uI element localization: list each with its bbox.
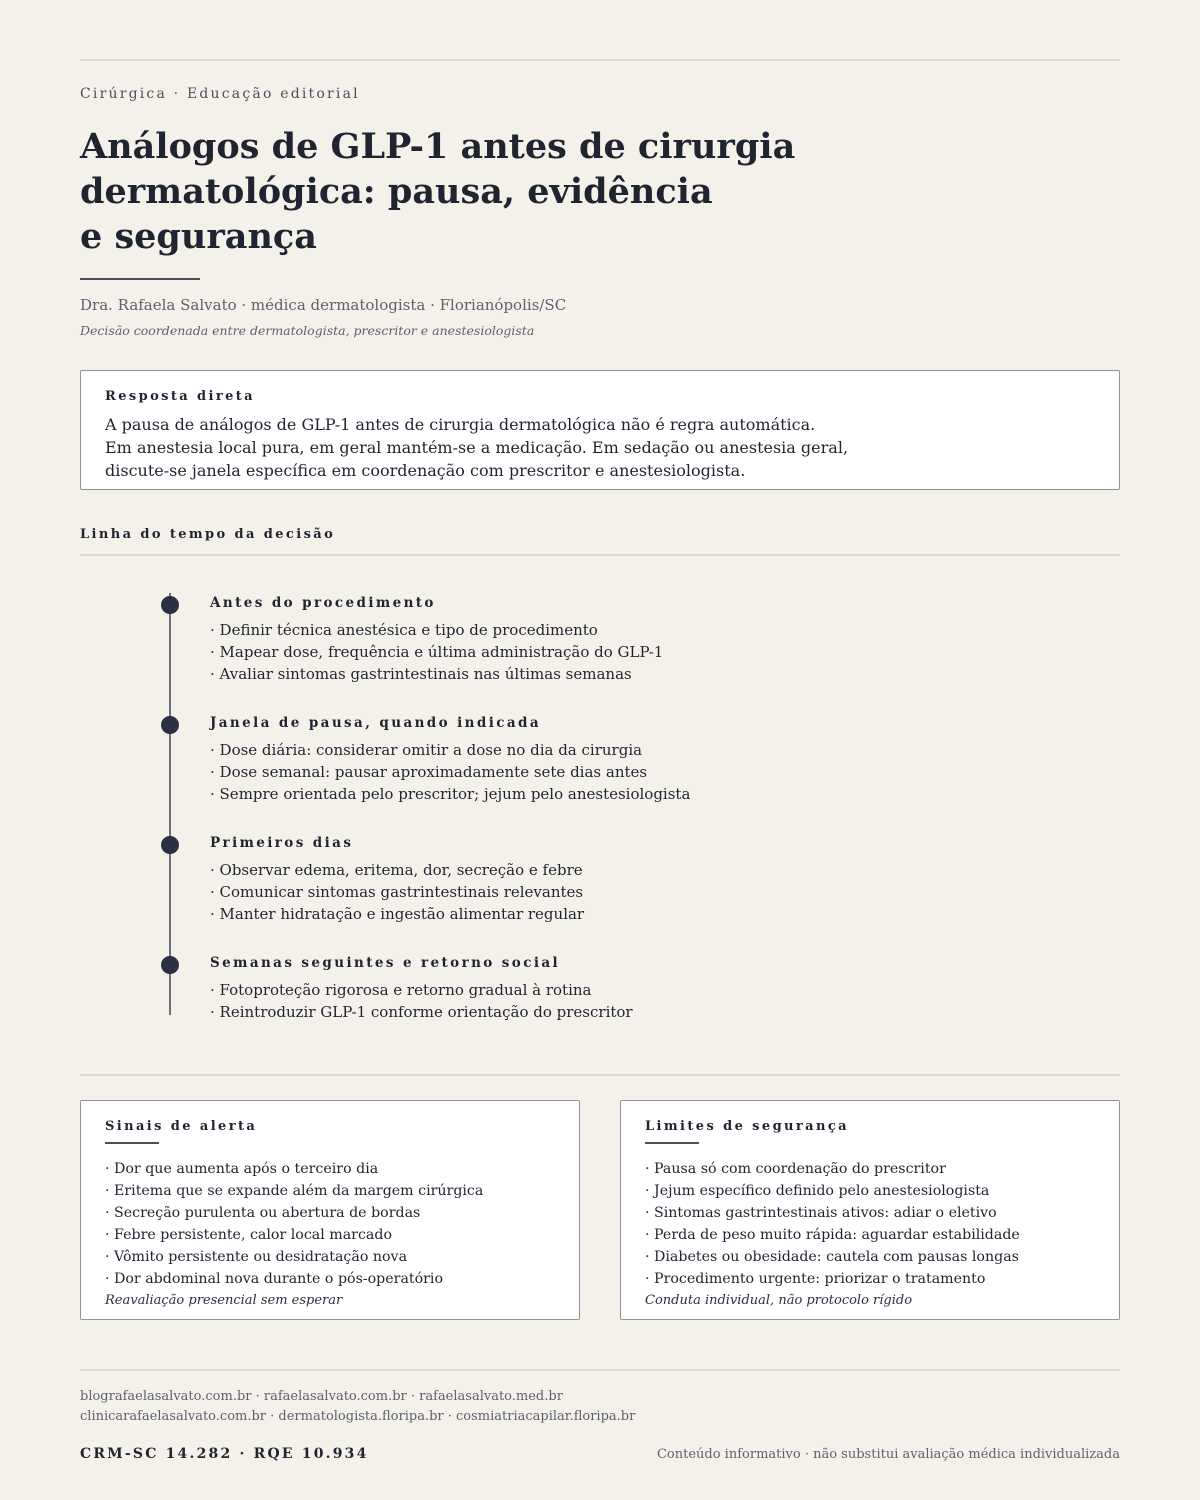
- list-item: · Avaliar sintomas gastrintestinais nas últimas semanas: [210, 665, 632, 683]
- author-line: Dra. Rafaela Salvato · médica dermatologista · Florianópolis/SC: [80, 296, 567, 314]
- list-item: · Manter hidratação e ingestão alimentar regular: [210, 905, 585, 923]
- list-item: · Sempre orientada pelo prescritor; jejum pelo anestesiologista: [210, 785, 691, 803]
- list-item: · Secreção purulenta ou abertura de bordas: [105, 1205, 421, 1221]
- cards-divider: [80, 1074, 1120, 1076]
- crm-registration: CRM-SC 14.282 · RQE 10.934: [80, 1446, 369, 1462]
- answer-line: Em anestesia local pura, em geral mantém-se a medicação. Em sedação ou anestesia geral,: [105, 438, 849, 457]
- list-item: · Procedimento urgente: priorizar o tratamento: [645, 1271, 986, 1287]
- timeline-line: [169, 593, 171, 1015]
- answer-line: discute-se janela específica em coordenação com prescritor e anestesiologista.: [105, 461, 746, 480]
- list-item: · Mapear dose, frequência e última administração do GLP-1: [210, 643, 664, 661]
- timeline-step-pause: [210, 711, 910, 805]
- step-list: [210, 979, 910, 1023]
- alert-signs-note: Reavaliação presencial sem esperar: [105, 1293, 343, 1308]
- kicker: Cirúrgica · Educação editorial: [80, 86, 360, 102]
- step-list: [210, 619, 910, 685]
- step-title: Antes do procedimento: [210, 595, 436, 611]
- page-title: [80, 124, 900, 259]
- disclaimer: Conteúdo informativo · não substitui avaliação médica individualizada: [656, 1447, 1120, 1462]
- timeline-step-before: [210, 591, 910, 685]
- footer-divider: [80, 1369, 1120, 1371]
- timeline-step-following-weeks: [210, 951, 910, 1023]
- step-title: Primeiros dias: [210, 835, 354, 851]
- timeline-heading: Linha do tempo da decisão: [80, 527, 336, 542]
- list-item: · Eritema que se expande além da margem cirúrgica: [105, 1183, 484, 1199]
- title-line: e segurança: [80, 216, 317, 257]
- safety-limits-note: Conduta individual, não protocolo rígido: [645, 1293, 913, 1308]
- list-item: · Fotoproteção rigorosa e retorno gradual à rotina: [210, 981, 592, 999]
- list-item: · Pausa só com coordenação do prescritor: [645, 1161, 946, 1177]
- direct-answer-box: [80, 370, 1120, 490]
- list-item: · Dose diária: considerar omitir a dose no dia da cirurgia: [210, 741, 643, 759]
- title-line: dermatológica: pausa, evidência: [80, 171, 713, 212]
- alert-signs-card: [80, 1100, 580, 1320]
- list-item: · Diabetes ou obesidade: cautela com pausas longas: [645, 1249, 1019, 1265]
- list-item: · Definir técnica anestésica e tipo de procedimento: [210, 621, 598, 639]
- list-item: · Dor que aumenta após o terceiro dia: [105, 1161, 379, 1177]
- answer-line: A pausa de análogos de GLP-1 antes de cirurgia dermatológica não é regra automática.: [105, 415, 816, 434]
- list-item: · Dor abdominal nova durante o pós-operatório: [105, 1271, 444, 1287]
- list-item: · Vômito persistente ou desidratação nova: [105, 1249, 408, 1265]
- list-item: · Febre persistente, calor local marcado: [105, 1227, 392, 1243]
- list-item: · Jejum específico definido pelo anestesiologista: [645, 1183, 990, 1199]
- list-item: · Observar edema, eritema, dor, secreção e febre: [210, 861, 583, 879]
- list-item: · Perda de peso muito rápida: aguardar estabilidade: [645, 1227, 1020, 1243]
- title-line: Análogos de GLP-1 antes de cirurgia: [80, 126, 796, 167]
- list-item: · Comunicar sintomas gastrintestinais relevantes: [210, 883, 584, 901]
- step-title: Janela de pausa, quando indicada: [210, 715, 542, 731]
- list-item: · Dose semanal: pausar aproximadamente sete dias antes: [210, 763, 648, 781]
- subtitle: Decisão coordenada entre dermatologista, prescritor e anestesiologista: [80, 323, 535, 338]
- safety-limits-card: [620, 1100, 1120, 1320]
- timeline-dot-icon: [161, 956, 179, 974]
- footer-links-line: blografaelasalvato.com.br · rafaelasalvato.com.br · rafaelasalvato.med.br: [80, 1389, 563, 1404]
- card-underline: [645, 1142, 699, 1144]
- safety-limits-list: [645, 1158, 1095, 1290]
- alert-signs-label: Sinais de alerta: [105, 1119, 258, 1134]
- direct-answer-text: [105, 413, 1095, 482]
- timeline-dot-icon: [161, 836, 179, 854]
- alert-signs-list: [105, 1158, 555, 1290]
- step-list: [210, 859, 910, 925]
- timeline-dot-icon: [161, 596, 179, 614]
- timeline-divider: [80, 554, 1120, 556]
- step-list: [210, 739, 910, 805]
- footer-links: [80, 1387, 635, 1427]
- title-underline: [80, 278, 200, 280]
- safety-limits-label: Limites de segurança: [645, 1119, 849, 1134]
- timeline-dot-icon: [161, 716, 179, 734]
- timeline-step-first-days: [210, 831, 910, 925]
- article-page: [80, 0, 1120, 1500]
- top-divider: [80, 59, 1120, 61]
- card-underline: [105, 1142, 159, 1144]
- step-title: Semanas seguintes e retorno social: [210, 955, 561, 971]
- direct-answer-label: Resposta direta: [105, 389, 256, 404]
- list-item: · Sintomas gastrintestinais ativos: adiar o eletivo: [645, 1205, 997, 1221]
- footer-links-line: clinicarafaelasalvato.com.br · dermatologista.floripa.br · cosmiatriacapilar.floripa.br: [80, 1409, 636, 1424]
- list-item: · Reintroduzir GLP-1 conforme orientação do prescritor: [210, 1003, 633, 1021]
